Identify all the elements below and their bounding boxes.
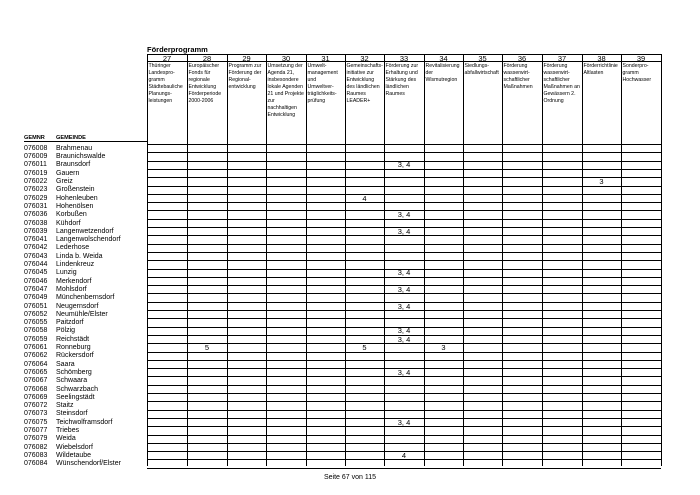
column-description: Förderrichtlinie Altlasten — [583, 62, 618, 76]
row-gemeinde: Pölzig — [56, 327, 76, 335]
row-gemnr: 076079 — [24, 435, 48, 443]
row-gemnr: 076031 — [24, 202, 48, 210]
row-gemnr: 076049 — [24, 294, 48, 302]
row-gemeinde: Paitzdorf — [56, 319, 84, 327]
column-number: 31 — [321, 54, 330, 63]
row-gemnr: 076068 — [24, 385, 48, 393]
row-gemnr: 076045 — [24, 269, 48, 277]
column-description: Sonderpro-gramm Hochwasser — [622, 62, 652, 83]
row-gemeinde: Saara — [56, 360, 75, 368]
row-gemnr: 076064 — [24, 360, 48, 368]
row-gemeinde: Ronneburg — [56, 344, 91, 351]
column-description: Umwelt-management und Umweltver-träglichkeits-prüfung — [307, 62, 338, 104]
row-gemeinde: Wiebelsdorf — [56, 443, 93, 451]
row-gemnr: 076058 — [24, 327, 48, 335]
table-cell-value: 3 — [441, 343, 446, 352]
row-gemnr: 076036 — [24, 211, 48, 219]
row-gemeinde: Neumühle/Elster — [56, 310, 108, 318]
row-gemeinde: Weida — [56, 435, 76, 443]
table-cell-value: 3, 4 — [397, 326, 411, 336]
row-gemnr: 076041 — [24, 236, 48, 244]
row-gemeinde: Korbußen — [56, 211, 87, 219]
row-gemeinde: Braunichswalde — [56, 153, 106, 161]
column-number: 29 — [242, 54, 251, 63]
table-cell-value: 3, 4 — [397, 268, 411, 278]
column-description: Thüringer Landespro-gramm Städtebauliche Planungs-leistungen — [148, 62, 183, 104]
program-title: Förderprogramm — [147, 45, 208, 54]
row-gemeinde: Rückersdorf — [56, 352, 94, 360]
gemeinde-header: GEMEINDE — [56, 135, 86, 141]
row-divider — [147, 468, 661, 469]
table-cell-value: 3, 4 — [397, 334, 411, 344]
row-gemeinde: Lederhose — [56, 244, 90, 252]
row-gemeinde: Lunzig — [56, 269, 77, 277]
row-gemeinde: Teichwolframsdorf — [56, 418, 113, 426]
table-cell-value: 3, 4 — [397, 301, 411, 311]
row-gemnr: 076019 — [24, 169, 48, 177]
row-gemnr: 076038 — [24, 219, 48, 227]
row-gemeinde: Wildetaube — [56, 451, 92, 459]
row-gemeinde: Schwaara — [56, 377, 88, 385]
row-gemnr: 076023 — [24, 186, 48, 194]
row-gemnr: 076029 — [24, 194, 48, 202]
page-footer: Seite 67 von 115 — [323, 474, 377, 481]
column-number: 27 — [162, 54, 172, 63]
row-gemeinde: Schömberg — [56, 368, 92, 376]
row-divider — [147, 152, 661, 153]
row-gemeinde: Greiz — [56, 178, 73, 185]
row-divider — [147, 169, 661, 170]
column-number: 32 — [360, 54, 369, 63]
column-number: 34 — [439, 54, 448, 63]
row-gemnr: 076069 — [24, 393, 48, 401]
table-cell-value: 3, 4 — [397, 210, 411, 220]
column-number: 36 — [517, 54, 527, 63]
table-cell-value: 5 — [204, 343, 210, 352]
row-gemeinde: Gauern — [56, 169, 80, 177]
row-gemnr: 076073 — [24, 410, 48, 418]
row-gemeinde: Seelingstädt — [56, 393, 95, 401]
table-cell-value: 3, 4 — [397, 160, 411, 170]
column-description: Programm zur Förderung der Regional-entwicklung — [228, 62, 262, 90]
row-divider — [147, 194, 661, 195]
table-cell-value: 3, 4 — [397, 226, 411, 236]
row-header-line — [24, 141, 147, 142]
row-divider — [147, 144, 661, 145]
column-number: 35 — [478, 54, 487, 63]
row-gemnr: 076051 — [24, 302, 48, 310]
row-gemeinde: Merkendorf — [56, 277, 92, 285]
row-divider — [147, 401, 661, 402]
row-gemnr: 076043 — [24, 252, 48, 260]
row-gemnr: 076022 — [24, 178, 48, 185]
row-gemnr: 076044 — [24, 261, 48, 268]
column-divider — [661, 54, 662, 466]
table-cell-value: 4 — [401, 450, 407, 460]
row-gemnr: 076047 — [24, 285, 48, 293]
row-gemnr: 076084 — [24, 460, 48, 468]
column-number: 30 — [281, 54, 291, 63]
table-cell-value: 3, 4 — [397, 367, 411, 377]
row-divider — [147, 252, 661, 253]
row-gemeinde: Steinsdorf — [56, 410, 88, 418]
table-cell-value: 3 — [599, 177, 604, 186]
row-divider — [147, 244, 661, 245]
row-divider — [147, 443, 661, 444]
row-gemeinde: Wünschendorf/Elster — [56, 460, 121, 468]
row-divider — [147, 260, 661, 261]
row-divider — [147, 360, 661, 361]
row-gemnr: 076083 — [24, 451, 48, 459]
row-gemeinde: Lindenkreuz — [56, 261, 95, 268]
row-gemeinde: Staitz — [56, 402, 74, 410]
row-gemnr: 076008 — [24, 144, 48, 152]
row-gemeinde: Münchenbernsdorf — [56, 294, 115, 302]
column-description: Förderung wasserwirt-schaftlicher Maßnahmen an Gewässern 2. Ordnung — [543, 62, 580, 104]
row-gemnr: 076067 — [24, 377, 48, 385]
row-gemnr: 076042 — [24, 244, 48, 252]
row-gemnr: 076082 — [24, 443, 48, 451]
table-cell-value: 5 — [362, 343, 367, 352]
column-number: 39 — [636, 54, 646, 63]
row-gemeinde: Reichstädt — [56, 335, 90, 343]
column-description: Europäischer Fonds für regionale Entwicklung Förderperiode 2000-2006 — [188, 62, 222, 104]
row-divider — [147, 385, 661, 386]
row-gemnr: 076062 — [24, 352, 48, 360]
table-cell-value: 3, 4 — [397, 417, 411, 427]
column-description: Gemeinschafts-initiative zur Entwicklung des ländlichen Raumes LEADER+ — [346, 62, 383, 104]
column-description: Förderung zur Erhaltung und Stärkung des ländlichen Raumes — [385, 62, 419, 97]
table-cell-value: 3, 4 — [397, 284, 411, 294]
row-gemnr: 076077 — [24, 427, 48, 434]
table-cell-value: 4 — [362, 193, 367, 203]
row-divider — [147, 435, 661, 436]
row-gemnr: 076009 — [24, 153, 48, 161]
row-gemeinde: Großenstein — [56, 186, 95, 194]
row-gemeinde: Hohenölsen — [56, 202, 94, 210]
row-gemnr: 076065 — [24, 368, 48, 376]
row-gemnr: 076039 — [24, 227, 48, 235]
column-number: 28 — [202, 54, 212, 63]
gemnr-header: GEMNR — [24, 135, 45, 141]
column-description: Revitalisierung der Wismutregion — [425, 62, 460, 83]
row-gemnr: 076059 — [24, 335, 48, 343]
row-divider — [147, 410, 661, 411]
column-description: Umsetzung der Agenda 21, insbesondere lokale Agenden 21 und Projekte zur nachhaltigen Entwicklung — [267, 62, 304, 118]
row-gemnr: 076055 — [24, 319, 48, 327]
row-gemnr: 076052 — [24, 310, 48, 318]
column-description: Förderung wasserwirt-schaftlicher Maßnahmen — [503, 62, 533, 90]
row-gemnr: 076061 — [24, 344, 48, 351]
row-gemeinde: Triebes — [56, 427, 80, 434]
row-gemeinde: Schwarzbach — [56, 385, 99, 393]
row-gemnr: 076072 — [24, 402, 48, 410]
row-gemnr: 076046 — [24, 277, 48, 285]
column-number: 38 — [597, 54, 606, 63]
row-gemeinde: Langenwolschendorf — [56, 236, 121, 244]
row-gemnr: 076011 — [24, 161, 47, 169]
row-gemeinde: Brahmenau — [56, 144, 93, 152]
row-divider — [147, 186, 661, 187]
column-number: 37 — [557, 54, 567, 63]
row-gemeinde: Hohenleuben — [56, 194, 98, 202]
row-divider — [147, 318, 661, 319]
row-divider — [147, 202, 661, 203]
row-gemeinde: Neugernsdorf — [56, 302, 99, 310]
row-divider — [147, 352, 661, 353]
column-description: Siedlungs-abfallwirtschaft — [464, 62, 499, 76]
row-gemeinde: Mohlsdorf — [56, 285, 87, 293]
row-gemeinde: Braunsdorf — [56, 161, 91, 169]
row-gemeinde: Linda b. Weida — [56, 252, 103, 260]
column-number: 33 — [399, 54, 409, 63]
row-divider — [147, 393, 661, 394]
row-gemnr: 076075 — [24, 418, 48, 426]
row-gemeinde: Kühdorf — [56, 219, 81, 227]
row-gemeinde: Langenwetzendorf — [56, 227, 114, 235]
